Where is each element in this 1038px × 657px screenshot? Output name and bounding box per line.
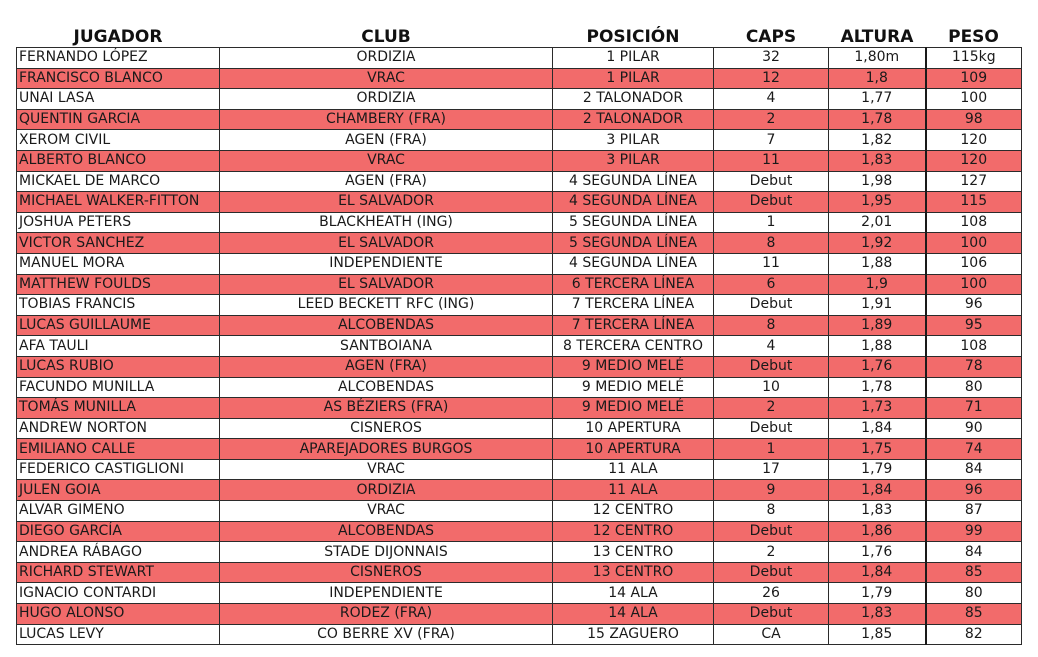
cell-peso: 71	[926, 398, 1022, 419]
cell-caps: 1	[714, 439, 829, 460]
cell-name: HUGO ALONSO	[17, 604, 220, 625]
cell-posicion: 10 APERTURA	[553, 418, 714, 439]
table-row	[17, 130, 1022, 151]
cell-posicion: 1 PILAR	[553, 48, 714, 69]
cell-caps: 9	[714, 480, 829, 501]
cell-name: FERNANDO LÓPEZ	[17, 48, 220, 69]
cell-club: VRAC	[220, 501, 553, 522]
table-row	[17, 274, 1022, 295]
cell-caps: Debut	[714, 418, 829, 439]
header-caps: CAPS	[745, 27, 797, 47]
cell-club: ORDIZIA	[220, 89, 553, 110]
cell-posicion: 14 ALA	[553, 604, 714, 625]
cell-caps: 8	[714, 501, 829, 522]
cell-caps: 8	[714, 233, 829, 254]
cell-peso: 108	[926, 212, 1022, 233]
header-club: CLUB	[361, 27, 411, 47]
cell-club: ALCOBENDAS	[220, 377, 553, 398]
header-row	[17, 22, 1022, 48]
cell-peso: 115kg	[926, 48, 1022, 69]
cell-peso: 95	[926, 315, 1022, 336]
table-row	[17, 583, 1022, 604]
cell-caps: 1	[714, 212, 829, 233]
cell-club: AGEN (FRA)	[220, 356, 553, 377]
cell-name: UNAI LASA	[17, 89, 220, 110]
cell-altura: 1,88	[829, 336, 926, 357]
cell-posicion: 15 ZAGUERO	[553, 624, 714, 645]
table-row	[17, 150, 1022, 171]
cell-posicion: 4 SEGUNDA LÍNEA	[553, 171, 714, 192]
cell-altura: 1,79	[829, 583, 926, 604]
table-row	[17, 521, 1022, 542]
cell-altura: 1,76	[829, 542, 926, 563]
cell-caps: 11	[714, 150, 829, 171]
cell-name: ALVAR GIMENO	[17, 501, 220, 522]
cell-club: ALCOBENDAS	[220, 521, 553, 542]
cell-caps: 12	[714, 68, 829, 89]
cell-name: VICTOR SANCHEZ	[17, 233, 220, 254]
cell-name: FRANCISCO BLANCO	[17, 68, 220, 89]
cell-altura: 1,84	[829, 562, 926, 583]
table-row	[17, 212, 1022, 233]
cell-peso: 87	[926, 501, 1022, 522]
cell-altura: 1,77	[829, 89, 926, 110]
cell-club: CISNEROS	[220, 562, 553, 583]
cell-peso: 96	[926, 480, 1022, 501]
cell-altura: 1,84	[829, 480, 926, 501]
cell-altura: 1,73	[829, 398, 926, 419]
cell-caps: 26	[714, 583, 829, 604]
cell-posicion: 9 MEDIO MELÉ	[553, 398, 714, 419]
cell-posicion: 7 TERCERA LÍNEA	[553, 295, 714, 316]
cell-posicion: 7 TERCERA LÍNEA	[553, 315, 714, 336]
cell-caps: 4	[714, 336, 829, 357]
cell-name: JOSHUA PETERS	[17, 212, 220, 233]
cell-peso: 85	[926, 604, 1022, 625]
cell-caps: 6	[714, 274, 829, 295]
cell-peso: 106	[926, 253, 1022, 274]
cell-name: AFA TAULI	[17, 336, 220, 357]
cell-caps: Debut	[714, 562, 829, 583]
table-row	[17, 624, 1022, 645]
cell-peso: 84	[926, 542, 1022, 563]
cell-club: BLACKHEATH (ING)	[220, 212, 553, 233]
cell-altura: 1,88	[829, 253, 926, 274]
cell-club: CISNEROS	[220, 418, 553, 439]
cell-altura: 1,76	[829, 356, 926, 377]
cell-posicion: 2 TALONADOR	[553, 89, 714, 110]
cell-peso: 85	[926, 562, 1022, 583]
cell-peso: 74	[926, 439, 1022, 460]
cell-altura: 1,82	[829, 130, 926, 151]
cell-caps: 7	[714, 130, 829, 151]
cell-club: LEED BECKETT RFC (ING)	[220, 295, 553, 316]
cell-posicion: 6 TERCERA LÍNEA	[553, 274, 714, 295]
cell-club: CHAMBERY (FRA)	[220, 109, 553, 130]
header-peso: PESO	[948, 27, 999, 47]
cell-altura: 1,79	[829, 459, 926, 480]
cell-caps: 4	[714, 89, 829, 110]
cell-posicion: 2 TALONADOR	[553, 109, 714, 130]
cell-name: DIEGO GARCÍA	[17, 521, 220, 542]
cell-altura: 1,89	[829, 315, 926, 336]
cell-peso: 108	[926, 336, 1022, 357]
table-row	[17, 171, 1022, 192]
cell-club: VRAC	[220, 68, 553, 89]
cell-name: FACUNDO MUNILLA	[17, 377, 220, 398]
cell-name: LUCAS LEVY	[17, 624, 220, 645]
cell-posicion: 5 SEGUNDA LÍNEA	[553, 233, 714, 254]
cell-caps: 2	[714, 398, 829, 419]
cell-club: SANTBOIANA	[220, 336, 553, 357]
table-row	[17, 192, 1022, 213]
cell-peso: 100	[926, 274, 1022, 295]
cell-altura: 1,78	[829, 377, 926, 398]
cell-peso: 100	[926, 89, 1022, 110]
cell-posicion: 10 APERTURA	[553, 439, 714, 460]
cell-caps: 2	[714, 542, 829, 563]
cell-peso: 115	[926, 192, 1022, 213]
table-row	[17, 418, 1022, 439]
cell-caps: 8	[714, 315, 829, 336]
cell-posicion: 4 SEGUNDA LÍNEA	[553, 192, 714, 213]
cell-club: ORDIZIA	[220, 48, 553, 69]
cell-peso: 127	[926, 171, 1022, 192]
table-row	[17, 542, 1022, 563]
cell-posicion: 14 ALA	[553, 583, 714, 604]
cell-club: EL SALVADOR	[220, 192, 553, 213]
cell-caps: 32	[714, 48, 829, 69]
cell-altura: 1,83	[829, 150, 926, 171]
cell-altura: 1,83	[829, 604, 926, 625]
cell-club: EL SALVADOR	[220, 274, 553, 295]
cell-peso: 100	[926, 233, 1022, 254]
cell-caps: Debut	[714, 171, 829, 192]
table-row	[17, 501, 1022, 522]
cell-posicion: 13 CENTRO	[553, 542, 714, 563]
cell-caps: Debut	[714, 356, 829, 377]
table-row	[17, 109, 1022, 130]
cell-name: ALBERTO BLANCO	[17, 150, 220, 171]
table-row	[17, 295, 1022, 316]
cell-altura: 2,01	[829, 212, 926, 233]
cell-caps: 2	[714, 109, 829, 130]
table-row	[17, 48, 1022, 69]
cell-club: AS BÉZIERS (FRA)	[220, 398, 553, 419]
table-row	[17, 253, 1022, 274]
header-altura: ALTURA	[840, 27, 914, 47]
cell-peso: 99	[926, 521, 1022, 542]
cell-altura: 1,98	[829, 171, 926, 192]
cell-posicion: 4 SEGUNDA LÍNEA	[553, 253, 714, 274]
cell-altura: 1,84	[829, 418, 926, 439]
cell-posicion: 11 ALA	[553, 459, 714, 480]
table-row	[17, 68, 1022, 89]
cell-name: LUCAS GUILLAUME	[17, 315, 220, 336]
cell-altura: 1,95	[829, 192, 926, 213]
cell-name: LUCAS RUBIO	[17, 356, 220, 377]
table-row	[17, 480, 1022, 501]
cell-posicion: 8 TERCERA CENTRO	[553, 336, 714, 357]
cell-peso: 98	[926, 109, 1022, 130]
cell-altura: 1,85	[829, 624, 926, 645]
cell-peso: 120	[926, 150, 1022, 171]
cell-club: ALCOBENDAS	[220, 315, 553, 336]
table-body	[17, 48, 1022, 645]
cell-peso: 109	[926, 68, 1022, 89]
cell-name: MATTHEW FOULDS	[17, 274, 220, 295]
cell-club: AGEN (FRA)	[220, 130, 553, 151]
cell-name: MICHAEL WALKER-FITTON	[17, 192, 220, 213]
cell-name: EMILIANO CALLE	[17, 439, 220, 460]
cell-caps: Debut	[714, 521, 829, 542]
cell-caps: Debut	[714, 604, 829, 625]
cell-club: APAREJADORES BURGOS	[220, 439, 553, 460]
cell-posicion: 9 MEDIO MELÉ	[553, 377, 714, 398]
cell-name: TOMÁS MUNILLA	[17, 398, 220, 419]
cell-peso: 84	[926, 459, 1022, 480]
cell-club: ORDIZIA	[220, 480, 553, 501]
cell-caps: CA	[714, 624, 829, 645]
cell-posicion: 1 PILAR	[553, 68, 714, 89]
cell-club: STADE DIJONNAIS	[220, 542, 553, 563]
cell-caps: Debut	[714, 295, 829, 316]
cell-peso: 90	[926, 418, 1022, 439]
table-row	[17, 604, 1022, 625]
cell-name: ANDREW NORTON	[17, 418, 220, 439]
cell-posicion: 3 PILAR	[553, 150, 714, 171]
table-row	[17, 562, 1022, 583]
cell-name: QUENTIN GARCIA	[17, 109, 220, 130]
table-row	[17, 89, 1022, 110]
table-row	[17, 439, 1022, 460]
cell-altura: 1,75	[829, 439, 926, 460]
cell-club: RODEZ (FRA)	[220, 604, 553, 625]
cell-peso: 82	[926, 624, 1022, 645]
cell-name: IGNACIO CONTARDI	[17, 583, 220, 604]
cell-name: JULEN GOIA	[17, 480, 220, 501]
cell-altura: 1,80m	[829, 48, 926, 69]
cell-posicion: 12 CENTRO	[553, 521, 714, 542]
cell-club: EL SALVADOR	[220, 233, 553, 254]
cell-peso: 78	[926, 356, 1022, 377]
table-row	[17, 356, 1022, 377]
table-row	[17, 315, 1022, 336]
cell-club: INDEPENDIENTE	[220, 583, 553, 604]
cell-name: TOBIAS FRANCIS	[17, 295, 220, 316]
cell-peso: 80	[926, 377, 1022, 398]
table-row	[17, 233, 1022, 254]
cell-peso: 120	[926, 130, 1022, 151]
cell-club: VRAC	[220, 459, 553, 480]
cell-caps: Debut	[714, 192, 829, 213]
cell-name: MICKAEL DE MARCO	[17, 171, 220, 192]
cell-name: RICHARD STEWART	[17, 562, 220, 583]
cell-peso: 96	[926, 295, 1022, 316]
table-row	[17, 377, 1022, 398]
cell-club: CO BERRE XV (FRA)	[220, 624, 553, 645]
cell-altura: 1,9	[829, 274, 926, 295]
table-row	[17, 398, 1022, 419]
cell-posicion: 11 ALA	[553, 480, 714, 501]
cell-altura: 1,8	[829, 68, 926, 89]
cell-name: FEDERICO CASTIGLIONI	[17, 459, 220, 480]
cell-posicion: 3 PILAR	[553, 130, 714, 151]
cell-posicion: 9 MEDIO MELÉ	[553, 356, 714, 377]
header-posicion: POSICIÓN	[586, 27, 680, 47]
cell-club: VRAC	[220, 150, 553, 171]
cell-peso: 80	[926, 583, 1022, 604]
player-roster-table	[16, 22, 1022, 645]
cell-posicion: 12 CENTRO	[553, 501, 714, 522]
cell-caps: 10	[714, 377, 829, 398]
cell-posicion: 13 CENTRO	[553, 562, 714, 583]
cell-altura: 1,78	[829, 109, 926, 130]
cell-club: INDEPENDIENTE	[220, 253, 553, 274]
cell-altura: 1,91	[829, 295, 926, 316]
cell-altura: 1,86	[829, 521, 926, 542]
header-jugador: JUGADOR	[73, 27, 163, 47]
cell-club: AGEN (FRA)	[220, 171, 553, 192]
table-row	[17, 459, 1022, 480]
table-row	[17, 336, 1022, 357]
cell-name: ANDREA RÁBAGO	[17, 542, 220, 563]
cell-caps: 17	[714, 459, 829, 480]
cell-name: MANUEL MORA	[17, 253, 220, 274]
cell-posicion: 5 SEGUNDA LÍNEA	[553, 212, 714, 233]
cell-name: XEROM CIVIL	[17, 130, 220, 151]
cell-altura: 1,83	[829, 501, 926, 522]
cell-caps: 11	[714, 253, 829, 274]
cell-altura: 1,92	[829, 233, 926, 254]
